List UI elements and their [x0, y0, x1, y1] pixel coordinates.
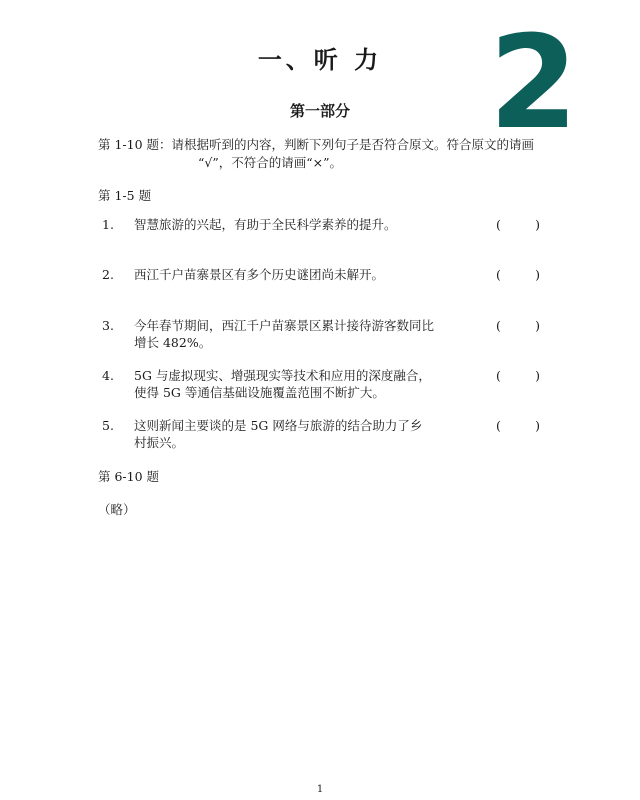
- question-number: 2.: [102, 267, 114, 282]
- omitted-note: （略）: [98, 502, 136, 517]
- answer-blank[interactable]: [496, 417, 540, 434]
- question-number: 5.: [102, 418, 114, 433]
- instructions: [98, 136, 548, 172]
- question-text: 这则新闻主要谈的是 5G 网络与旅游的结合助力了乡村振兴。: [134, 418, 423, 450]
- question-number: 4.: [102, 368, 114, 383]
- paren-close: ): [535, 318, 540, 333]
- question-text: 5G 与虚拟现实、增强现实等技术和应用的深度融合，使得 5G 等通信基础设施覆盖范围不断扩大。: [134, 368, 431, 400]
- section-title: 一、听 力: [257, 45, 383, 74]
- paren-close: ): [535, 217, 540, 232]
- paren-open: (: [496, 267, 501, 282]
- question-number: 3.: [102, 318, 114, 333]
- paren-close: ): [535, 267, 540, 282]
- question-number: 1.: [102, 217, 114, 232]
- part-heading: 第一部分: [289, 102, 350, 120]
- answer-blank[interactable]: [496, 216, 540, 233]
- question-text: 今年春节期间，西江千户苗寨景区累计接待游客数同比增长 482%。: [134, 318, 435, 350]
- paren-open: (: [496, 418, 501, 433]
- answer-blank[interactable]: [496, 367, 540, 384]
- paren-open: (: [496, 217, 501, 232]
- answer-blank[interactable]: [496, 317, 540, 334]
- page-number: 1: [316, 784, 324, 795]
- paren-open: (: [496, 318, 501, 333]
- group-label-1-5: 第 1-5 题: [98, 188, 152, 203]
- group-label-6-10: 第 6-10 题: [98, 469, 160, 484]
- section-number-badge: 2: [488, 9, 578, 158]
- instructions-line-1: 第 1-10 题：请根据听到的内容，判断下列句子是否符合原文。符合原文的请画: [98, 137, 535, 152]
- question-text: 智慧旅游的兴起，有助于全民科学素养的提升。: [134, 217, 397, 232]
- paren-close: ): [535, 418, 540, 433]
- instructions-line-2: “√”，不符合的请画“×”。: [198, 155, 343, 170]
- paren-open: (: [496, 368, 501, 383]
- paren-close: ): [535, 368, 540, 383]
- question-text: 西江千户苗寨景区有多个历史谜团尚未解开。: [134, 267, 385, 282]
- answer-blank[interactable]: [496, 266, 540, 283]
